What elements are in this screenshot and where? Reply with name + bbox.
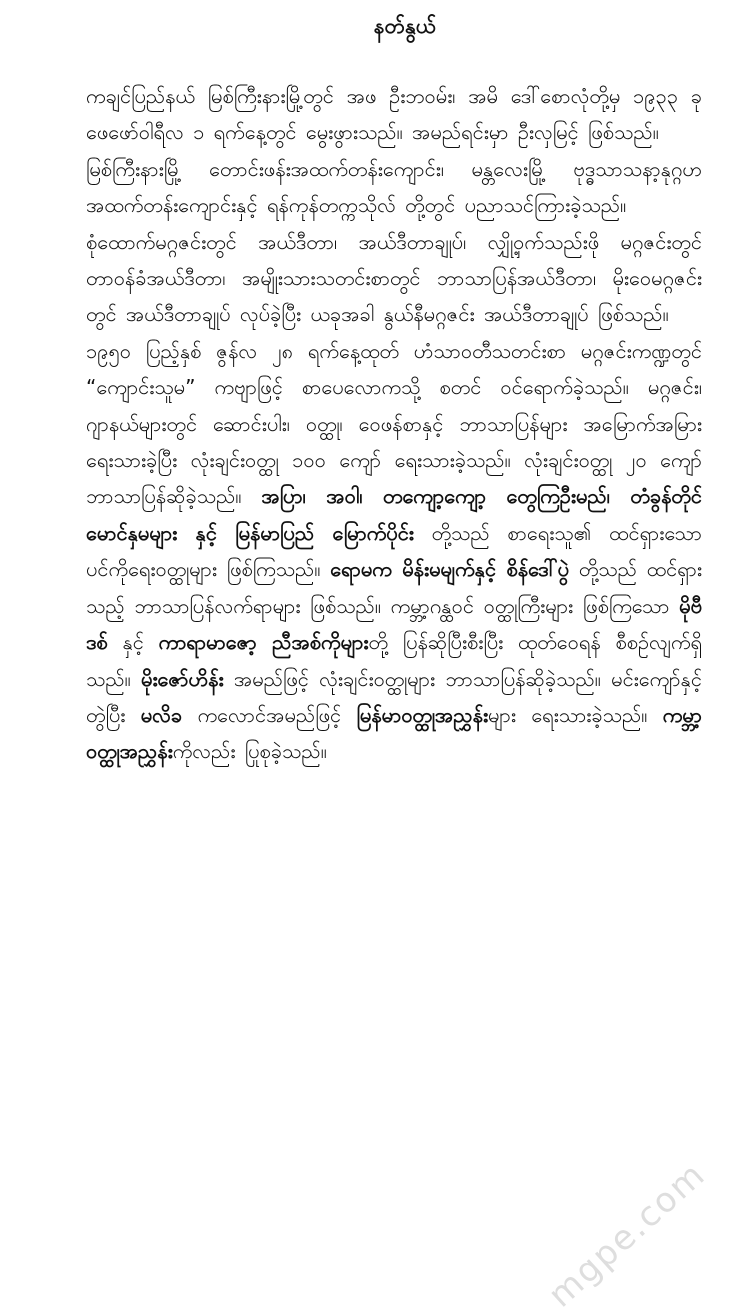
text-segment: စုံထောက်မဂ္ဂဇင်းတွင် အယ်ဒီတာ၊ အယ်ဒီတာချုပ်၊ လျှို့ဝှက်သည်းဖို မဂ္ဂဇင်းတွင် တာဝန်ခံအယ်ဒီတာ၊ အမျိုးသားသတင်းစာတွင် ဘာသာပြန်အယ်ဒီတာ၊ မိုးဝေမဂ္ဂဇင်းတွင် အယ်ဒီတာချုပ် လုပ်ခဲ့ပြီး ယခုအခါ နွယ်နီမဂ္ဂဇင်း အယ်ဒီတာချုပ် ဖြစ်သည်။	[86, 229, 702, 327]
paragraph	[86, 333, 702, 770]
text-segment: တို့ ပြန်ဆိုပြီးစီးပြီး ထုတ်ဝေရန် စီစဉ်လျက်ရှိသည်။	[86, 630, 703, 691]
bold-text-segment: မောင်နှမများ နှင့် မြန်မာပြည် မြောက်ပိုင်း	[86, 520, 414, 545]
text-segment: မြစ်ကြီးနားမြို့ တောင်းဖန်းအထက်တန်းကျောင်း၊ မန္တလေးမြို့ ဗုဒ္ဓသာသနာ့နုဂ္ဂဟ အထက်တန်းကျောင်းနှင့် ရန်ကုန်တက္ကသိုလ် တို့တွင် ပညာသင်ကြားခဲ့သည်။	[86, 156, 702, 218]
bold-text-segment: မိုဗီဒစ်	[86, 593, 702, 655]
bold-text-segment: မလိခ	[140, 702, 183, 727]
bold-text-segment: အပြာ၊ အဝါ၊ တကျော့ကျော့ တွေကြဦးမည်၊ တံခွန်တိုင်	[261, 484, 702, 509]
bold-text-segment: ကမ္ဘာ့ဝတ္ထုအညွှန်း	[86, 702, 702, 764]
text-segment: တို့သည် ထင်ရှားသည့် ဘာသာပြန်လက်ရာများ ဖြစ်သည်။ ကမ္ဘာ့ဂန္ထဝင် ဝတ္ထုကြီးများ ဖြစ်ကြသော	[86, 557, 702, 618]
bold-text-segment: ရောမက မိန်းမမျက်နှင့် စိန်ဒေါ်ပွဲ	[330, 557, 570, 582]
paragraph	[86, 151, 702, 224]
text-segment: များ ရေးသားခဲ့သည်။	[488, 702, 663, 727]
document-title: နတ်နွယ်	[373, 14, 437, 38]
text-segment: ကချင်ပြည်နယ် မြစ်ကြီးနားမြို့တွင် အဖ ဦးဘဝမ်း၊ အမိ ဒေါ်စောလုံတို့မှ ၁၉၃၃ ခု ဖေဖော်ဝါရီလ ၁ ရက်နေ့တွင် မွေးဖွားသည်။ အမည်ရင်းမှာ ဦးလှမြင့် ဖြစ်သည်။	[86, 84, 702, 145]
bold-text-segment: ကာရာမာဇော့ ညီအစ်ကိုများ	[158, 630, 369, 655]
document-body	[86, 78, 702, 770]
text-segment: ကလောင်အမည်ဖြင့်	[182, 702, 357, 727]
paragraph	[86, 224, 702, 333]
text-segment: တို့သည် စာရေးသူ၏ ထင်ရှားသော ပင်ကိုရေးဝတ္ထုများ ဖြစ်ကြသည်။	[86, 520, 702, 582]
text-segment: ၁၉၅၀ ပြည့်နှစ် ဇွန်လ ၂၈ ရက်နေ့ထုတ် ဟံသာဝတီသတင်းစာ မဂ္ဂဇင်းကဏ္ဍတွင် “ကျောင်းသူမ” ကဗျာဖြင့် စာပေလောကသို့ စတင် ဝင်ရောက်ခဲ့သည်။ မဂ္ဂဇင်း၊ ဂျာနယ်များတွင် ဆောင်းပါး၊ ဝတ္ထု၊ ဝေဖန်စာနှင့် ဘာသာပြန်များ အမြောက်အမြား ရေးသားခဲ့ပြီး လုံးချင်းဝတ္ထု ၁၀၀ ကျော် ရေးသားခဲ့သည်။ လုံးချင်းဝတ္ထု ၂၀ ကျော် ဘာသာပြန်ဆိုခဲ့သည်။	[86, 338, 702, 509]
text-segment: နှင့်	[107, 630, 159, 655]
text-segment: အမည်ဖြင့် လုံးချင်းဝတ္ထုများ ဘာသာပြန်ဆိုခဲ့သည်။ မင်းကျော်နှင့် တွဲပြီး	[86, 666, 702, 727]
paragraph	[86, 78, 702, 151]
bold-text-segment: မြန်မာဝတ္ထုအညွှန်း	[356, 702, 489, 727]
bold-text-segment: မိုးဇော်ဟိန်း	[141, 666, 224, 691]
text-segment: ကိုလည်း ပြုစုခဲ့သည်။	[172, 739, 327, 764]
watermark: mgpe.com	[541, 1154, 714, 1316]
